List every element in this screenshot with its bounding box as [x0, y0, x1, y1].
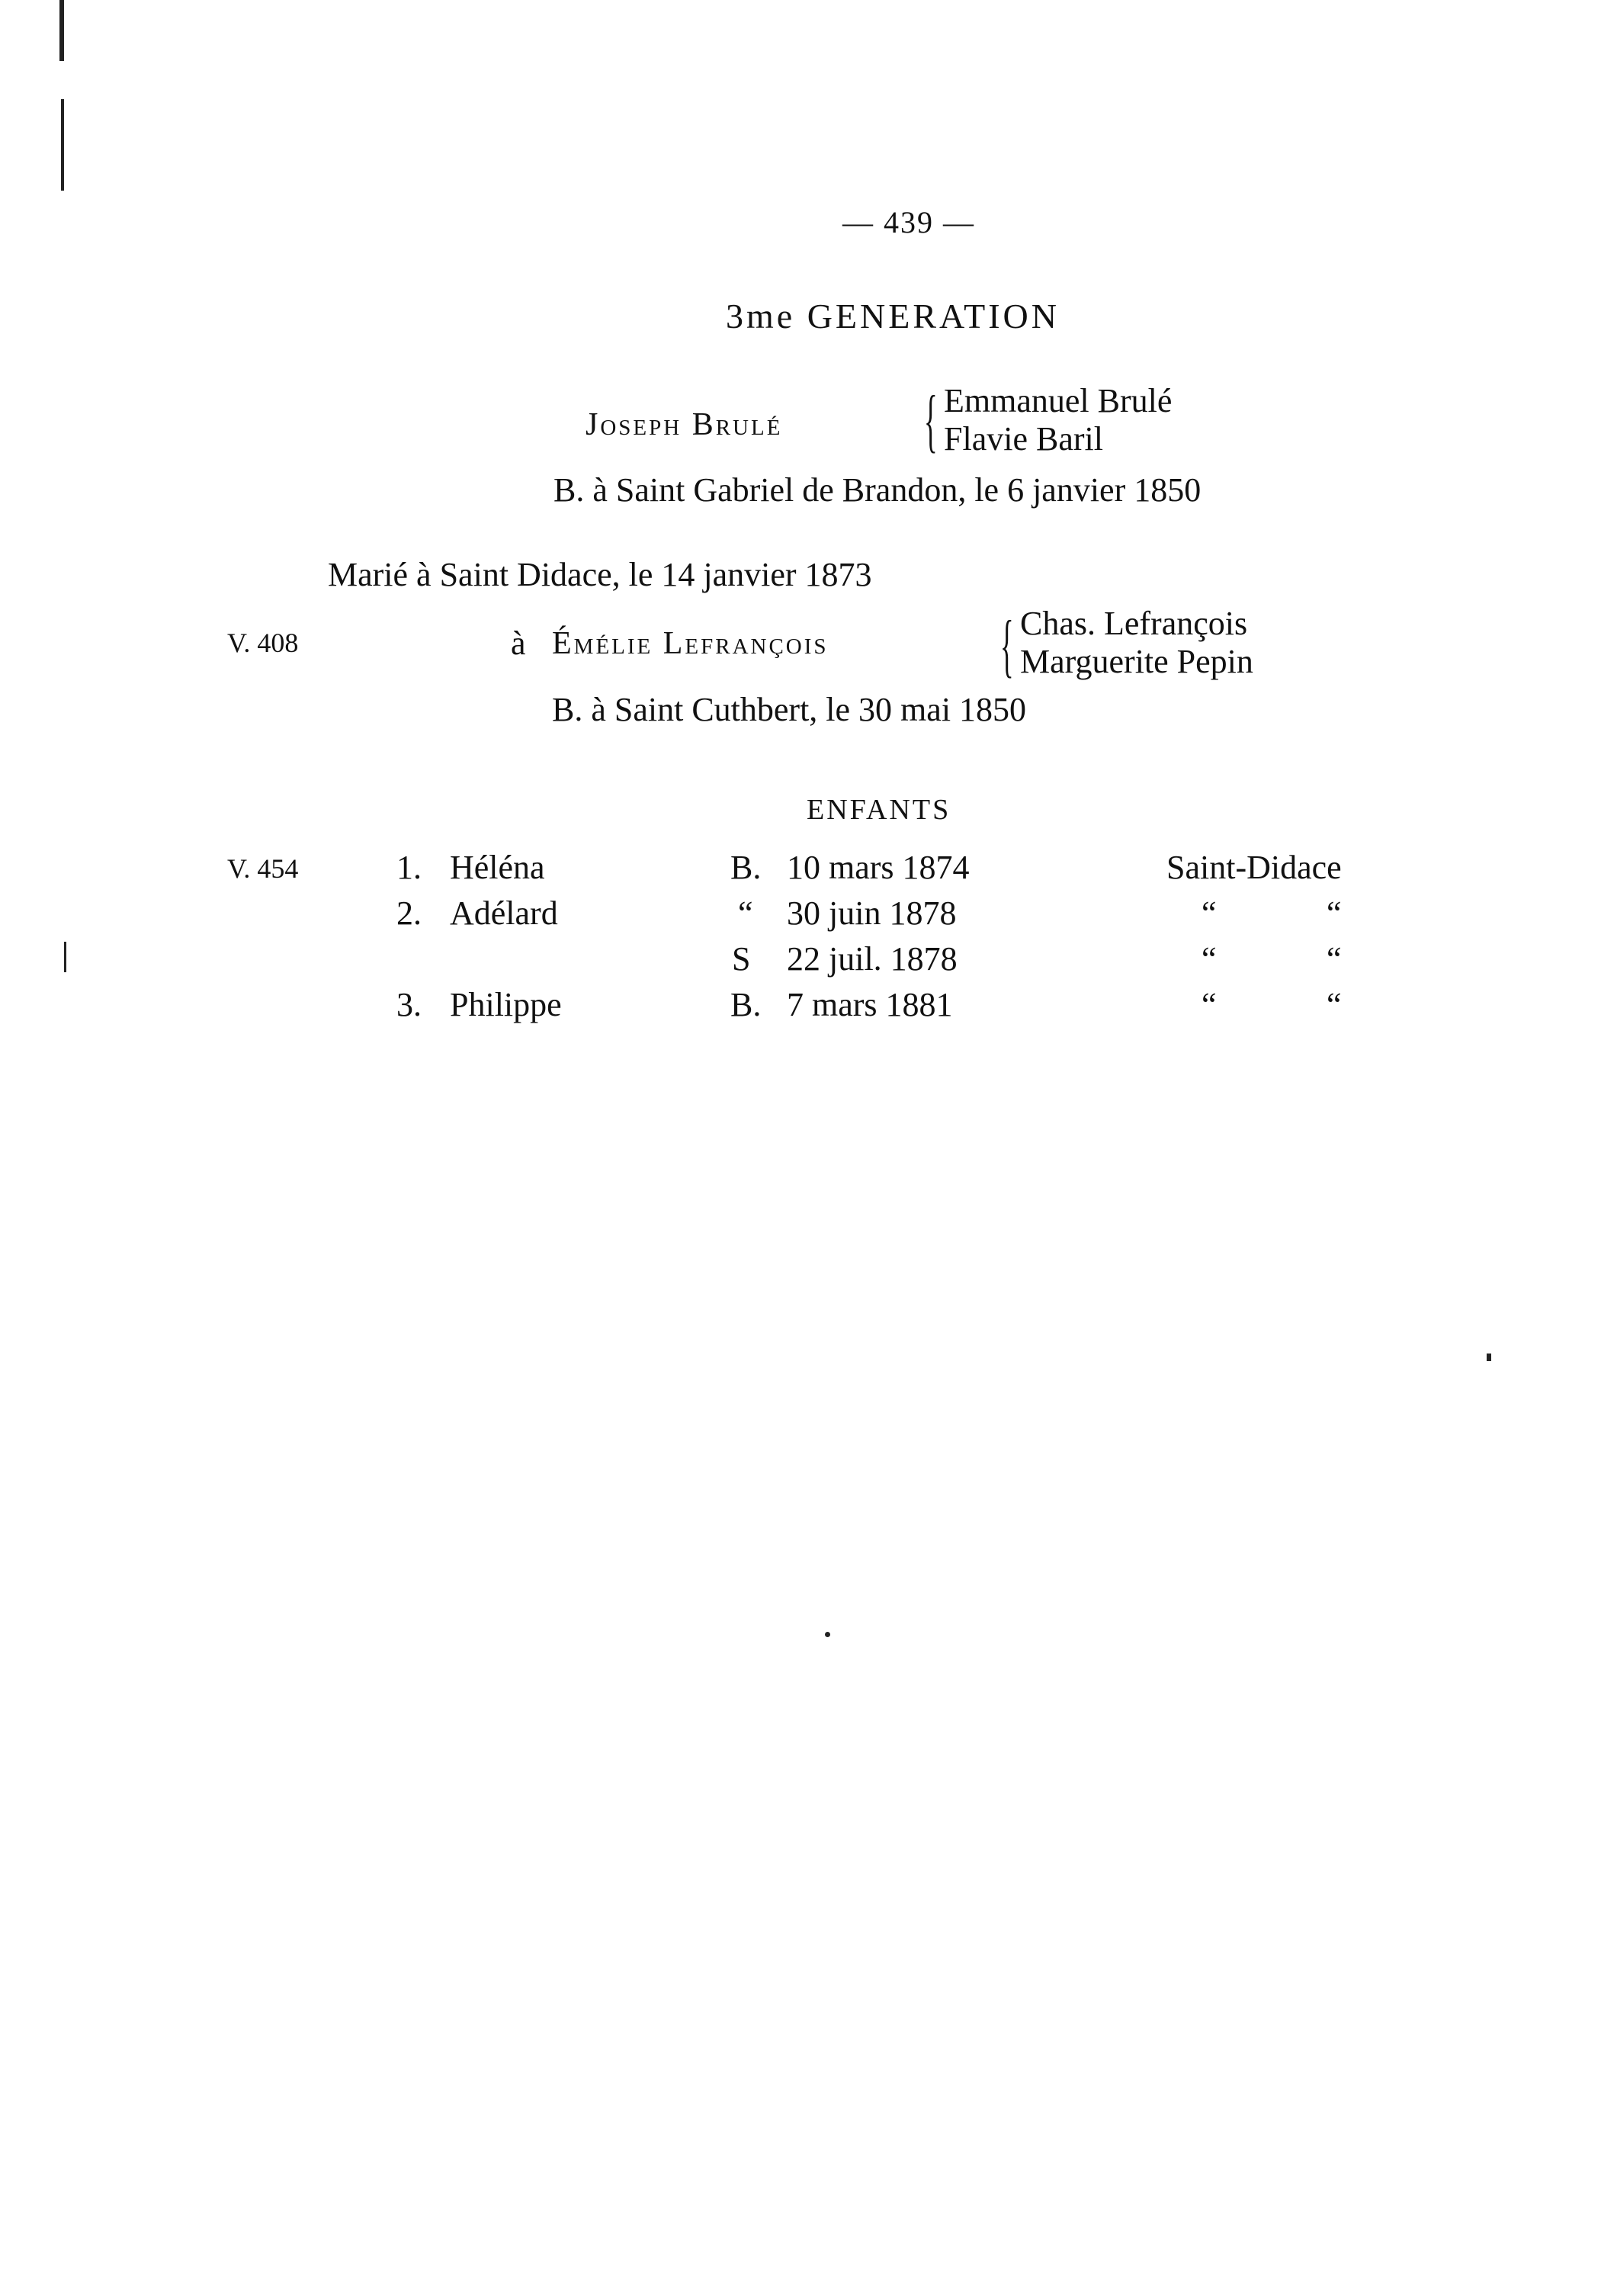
child-date: 30 juin 1878: [787, 894, 957, 932]
children-heading: ENFANTS: [807, 794, 951, 826]
wife-parents-brace: {: [1000, 606, 1014, 684]
child-place-ditto: “: [1327, 986, 1342, 1023]
child-number: 2.: [396, 894, 422, 932]
child-event-code: B.: [730, 986, 762, 1023]
child-place-ditto: “: [1327, 894, 1342, 932]
marriage-line: Marié à Saint Didace, le 14 janvier 1873: [328, 556, 872, 593]
child-ref: V. 454: [227, 853, 299, 884]
child-number: 3.: [396, 986, 422, 1023]
child-name: Héléna: [450, 849, 545, 886]
child-place-ditto: “: [1327, 940, 1342, 978]
scan-speck: [825, 1632, 830, 1637]
wife-birth: B. à Saint Cuthbert, le 30 mai 1850: [552, 691, 1027, 728]
husband-birth: B. à Saint Gabriel de Brandon, le 6 janvier 1850: [553, 471, 1202, 509]
child-event-code: B.: [730, 849, 762, 886]
wife-mother: Marguerite Pepin: [1020, 643, 1253, 680]
generation-title: 3me GENERATION: [726, 297, 1060, 336]
child-place: “: [1202, 894, 1217, 932]
scan-artifact-left-edge: [59, 0, 64, 61]
child-place: “: [1202, 940, 1217, 978]
page-number: — 439 —: [842, 205, 975, 239]
child-event-code: “: [738, 894, 753, 932]
marriage-ref: V. 408: [227, 628, 299, 658]
marriage-prefix: à: [511, 625, 526, 662]
parents-brace: {: [924, 381, 938, 459]
scan-artifact-left-edge: [61, 99, 64, 191]
child-place: “: [1202, 986, 1217, 1023]
child-number: 1.: [396, 849, 422, 886]
child-name: Philippe: [450, 986, 562, 1023]
scan-speck: [1487, 1354, 1491, 1361]
child-date: 22 juil. 1878: [787, 940, 958, 978]
child-place: Saint-Didace: [1166, 849, 1342, 886]
wife-father: Chas. Lefrançois: [1020, 605, 1248, 642]
husband-name: Joseph Brulé: [586, 407, 783, 442]
child-date: 10 mars 1874: [787, 849, 970, 886]
wife-name: Émélie Lefrançois: [552, 626, 829, 661]
child-date: 7 mars 1881: [787, 986, 953, 1023]
child-event-code: S: [732, 940, 751, 978]
scan-artifact-left-edge: [64, 942, 66, 972]
husband-father: Emmanuel Brulé: [944, 382, 1173, 419]
husband-mother: Flavie Baril: [944, 420, 1103, 458]
child-name: Adélard: [450, 894, 558, 932]
